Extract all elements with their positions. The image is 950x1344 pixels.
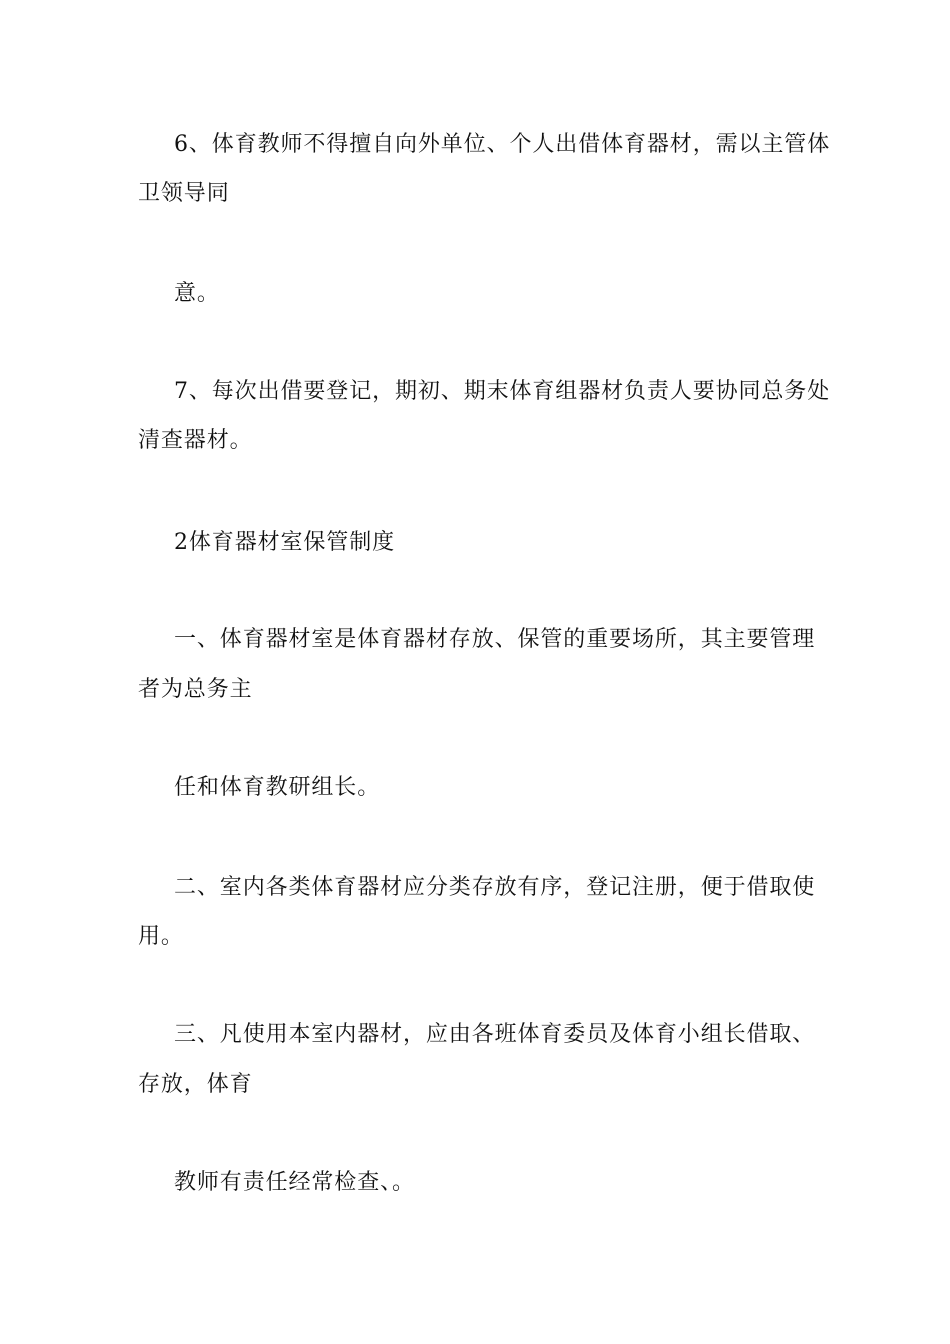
paragraph-2-line-1: 二、室内各类体育器材应分类存放有序，登记注册，便于借取使 — [174, 875, 816, 900]
paragraph-3-line-2: 存放，体育 — [138, 1072, 253, 1097]
paragraph-6-line-2: 卫领导同 — [138, 181, 230, 206]
paragraph-6-line-3: 意。 — [174, 281, 220, 306]
paragraph-2-line-2: 用。 — [138, 924, 184, 949]
paragraph-1-line-1: 一、体育器材室是体育器材存放、保管的重要场所，其主要管理 — [174, 627, 816, 652]
section-heading: 2体育器材室保管制度 — [174, 530, 395, 555]
paragraph-1-line-3: 任和体育教研组长。 — [174, 775, 381, 800]
paragraph-1-line-2: 者为总务主 — [138, 677, 253, 702]
paragraph-7-line-1: 7、每次出借要登记，期初、期末体育组器材负责人要协同总务处 — [174, 379, 831, 404]
paragraph-3-line-1: 三、凡使用本室内器材，应由各班体育委员及体育小组长借取、 — [174, 1022, 816, 1047]
paragraph-3-line-3: 教师有责任经常检查、。 — [174, 1170, 415, 1195]
paragraph-7-line-2: 清查器材。 — [138, 428, 253, 453]
paragraph-6-line-1: 6、体育教师不得擅自向外单位、个人出借体育器材，需以主管体 — [174, 132, 831, 157]
